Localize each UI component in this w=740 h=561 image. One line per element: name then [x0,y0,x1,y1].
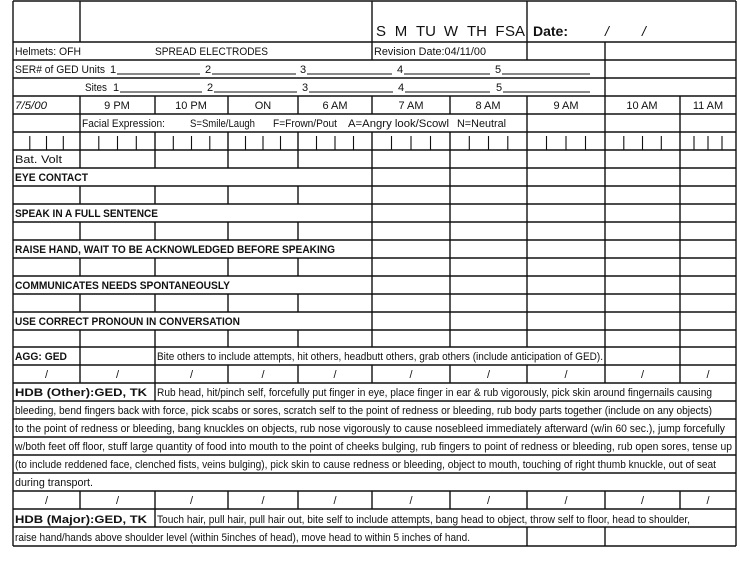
facial-code: A=Angry look/Scowl [348,118,449,130]
ser-slot-number: 4 [397,64,404,76]
slash-mark: / [189,495,194,507]
slash-mark: / [409,369,413,381]
site-slot-number: 1 [113,82,120,94]
ser-slot-number: 1 [110,64,117,76]
hdb-other-description-line: Rub head, hit/pinch self, forcefully put finger in eye, place finger in ear & rub vigorously, pick skin around fingernails causing [157,387,712,399]
agg-label: AGG: GED [15,351,68,363]
day-monday: M [394,23,408,40]
ser-units-label: SER# of GED Units [15,64,106,76]
hdb-major-description-line: Touch hair, pull hair, pull hair out, bite self to include attempts, bang head to object, throw self to floor, head to shoulder, [157,514,690,526]
site-slot-number: 3 [302,82,309,94]
day-thursday: TH [467,23,487,40]
helmets-label: Helmets: OFH [15,46,82,58]
slash-mark: / [640,495,645,507]
ser-slot-number: 2 [205,64,212,76]
facial-code: F=Frown/Pout [273,118,337,130]
site-slot-number: 2 [207,82,214,94]
slash-mark: / [564,495,568,507]
slash-mark: / [115,369,120,381]
slash-mark: / [486,495,491,507]
hdb-other-description-line: w/both feet off floor, stuff large quantity of food into mouth to the point of cheeks bulging, rub fingers to point of redness or bleeding, rub open sores, tense up [14,441,733,453]
slash-mark: / [44,369,49,381]
time-column-header: 10 AM [626,100,658,112]
hdb-other-label: HDB (Other):GED, TK [15,387,148,399]
ser-slot-number: 5 [495,64,502,76]
battery-voltage-label: Bat. Volt [15,154,62,166]
slash-mark: / [640,369,645,381]
time-column-header: 9 PM [104,100,130,112]
hdb-other-description-line: during transport. [15,477,93,489]
time-column-header: 11 AM [692,100,724,112]
time-column-header: ON [254,100,272,112]
time-column-header: 6 AM [322,100,348,112]
site-slot-number: 5 [496,82,503,94]
behavior-full-sentence: SPEAK IN A FULL SENTENCE [15,208,158,220]
date-label: Date: [533,23,569,39]
slash-mark: / [706,369,710,381]
hdb-other-description-line: to the point of redness or bleeding, bang knuckles on objects, rub nose vigorously to cause nosebleed immediately afterward (w/in 60 sec.), jump forcefully [15,423,726,435]
date-separator: / [605,23,609,39]
ser-slot-number: 3 [300,64,307,76]
time-column-header: 8 AM [475,100,501,112]
slash-mark: / [189,369,194,381]
session-date: 7/5/00 [15,100,48,112]
agg-description: Bite others to include attempts, hit others, headbutt others, grab others (include anticipation of GED). [157,351,603,363]
slash-mark: / [115,495,120,507]
time-column-header: 9 AM [553,100,579,112]
day-saturday: SA [504,23,526,40]
behavior-eye-contact: EYE CONTACT [15,172,89,184]
hdb-other-description-line: (to include reddened face, clenched fists, veins bulging), pick skin to cause redness or bleeding, object to mouth, touching of right thumb knuckle, out of seat [15,459,716,471]
slash-mark: / [261,495,265,507]
behavior-correct-pronoun: USE CORRECT PRONOUN IN CONVERSATION [15,316,241,328]
time-column-header: 10 PM [175,100,207,112]
day-friday: F [495,23,505,40]
revision-date: Revision Date:04/11/00 [374,46,486,58]
day-sunday: S [375,23,387,40]
slash-mark: / [409,495,413,507]
slash-mark: / [261,369,265,381]
date-separator: / [642,23,646,39]
facial-code: N=Neutral [457,118,506,130]
slash-mark: / [564,369,568,381]
facial-code: S=Smile/Laugh [190,118,255,130]
sites-label: Sites [85,82,108,94]
hdb-major-description-line: raise hand/hands above shoulder level (within 5inches of head), move head to within 5 inches of hand. [15,532,470,544]
slash-mark: / [333,495,337,507]
time-column-header: 7 AM [398,100,424,112]
slash-mark: / [333,369,337,381]
site-slot-number: 4 [398,82,405,94]
behavior-communicates-needs: COMMUNICATES NEEDS SPONTANEOUSLY [15,280,231,292]
facial-expression-legend [82,118,506,130]
day-wednesday: W [443,23,459,40]
hdb-other-description-line: bleeding, bend fingers back with force, pick scabs or sores, scratch self to the point of redness or bleeding, rub body parts together (include on any objects) [15,405,712,417]
behavior-raise-hand: RAISE HAND, WAIT TO BE ACKNOWLEDGED BEFORE SPEAKING [15,244,335,256]
slash-mark: / [486,369,491,381]
spread-electrodes-label: SPREAD ELECTRODES [155,46,268,58]
facial-expression-label: Facial Expression: [82,118,165,130]
slash-mark: / [706,495,710,507]
day-tuesday: TU [416,23,436,40]
day-of-week-row [376,23,525,40]
hdb-major-label: HDB (Major):GED, TK [15,514,148,526]
slash-mark: / [44,495,49,507]
